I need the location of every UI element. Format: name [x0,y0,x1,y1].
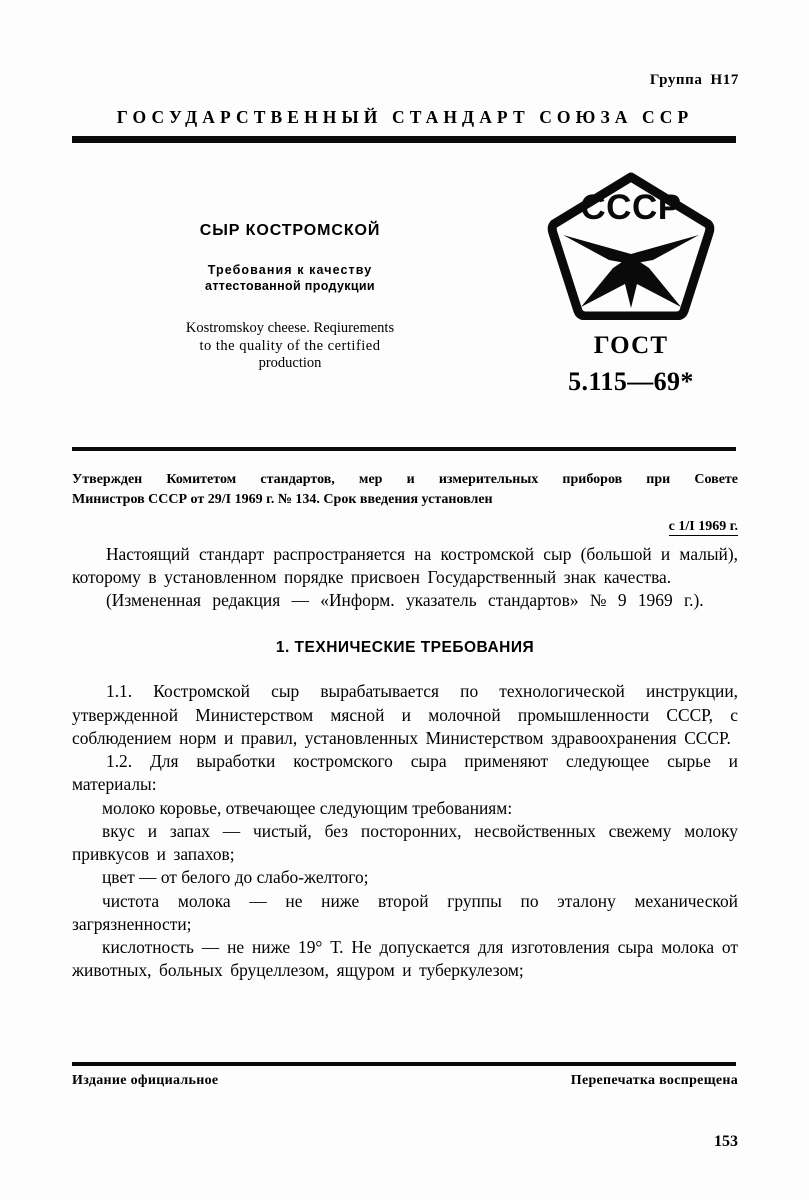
group-code: H17 [710,72,739,88]
item-acidity: кислотность — не ниже 19° Т. Не допускается для изготовления сыра молока от животных, больных бруцеллезом, ящуром и туберкулезом; [72,936,738,981]
approval-line-2: Министров СССР от 29/I 1969 г. № 134. Срок введения установлен [72,491,493,507]
footer-right-text: Перепечатка воспрещена [570,1073,738,1088]
clause-1-2: 1.2. Для выработки костромского сыра применяют следующее сырье и материалы: [72,751,738,795]
title-en-line-3: production [258,355,322,372]
title-en-line-2: to the quality of the certified [199,337,381,354]
document-title-ru: СЫР КОСТРОМСКОЙ [199,222,381,239]
state-quality-mark-icon [545,172,717,320]
intro-paragraph-2: (Измененная редакция — «Информ. указатель стандартов» № 9 1969 г.). [106,590,704,611]
standard-header-title: ГОСУДАРСТВЕННЫЙ СТАНДАРТ СОЮЗА ССР [116,107,694,127]
footer-left-text: Издание официальное [72,1073,219,1088]
document-body [72,543,738,982]
group-label-text: Группа [649,72,703,88]
effective-date [72,517,738,537]
gost-designation [516,332,746,397]
gost-word: ГОСТ [593,332,669,359]
document-title-en [84,320,496,373]
clause-1-1: 1.1. Костромской сыр вырабатывается по технологической инструкции, утвержденной Министерством мясной и молочной промышленности СССР, с соблюдением норм и правил, установленных Министерством здравоохранения СССР. [72,681,738,748]
subtitle-line-2: аттестованной продукции [205,279,375,293]
page-number: 153 [714,1133,738,1150]
approval-divider-rule [72,447,736,451]
item-milk-purity: чистота молока — не ниже второй группы по эталону механической загрязненности; [72,890,738,934]
subtitle-line-1: Требования к качеству [207,263,373,277]
header-divider-rule [72,136,736,143]
svg-text:СССР: СССР [580,188,682,227]
title-block [84,222,496,373]
group-label [650,72,739,89]
item-milk: молоко коровье, отвечающее следующим требованиям: [102,797,513,818]
footer-divider-rule [72,1062,736,1066]
section-heading-1: 1. ТЕХНИЧЕСКИЕ ТРЕБОВАНИЯ [275,638,535,656]
title-en-line-1: Kostromskoy cheese. Reqiurements [185,320,395,336]
gost-number: 5.115—69* [568,366,694,396]
footer [72,1073,738,1089]
intro-paragraph-1: Настоящий стандарт распространяется на костромской сыр (большой и малый), которому в установленном порядке присвоен Государственный знак качества. [72,544,738,588]
item-taste-smell: вкус и запах — чистый, без посторонних, несвойственных свежему молоку привкусов и запахов; [72,820,738,865]
approval-block [72,470,738,537]
document-subtitle-ru [84,262,496,294]
approval-line-1: Утвержден Комитетом стандартов, мер и измерительных приборов при Совете [72,472,738,487]
effective-date-text: с 1/I 1969 г. [668,518,738,534]
item-color: цвет — от белого до слабо-желтого; [102,867,369,888]
